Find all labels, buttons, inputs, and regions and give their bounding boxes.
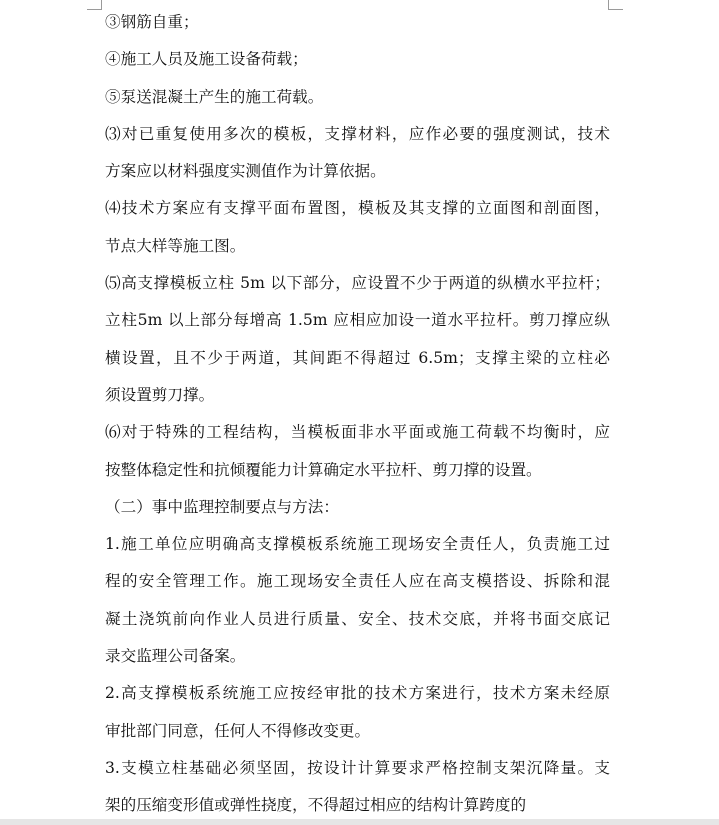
text-line: （二）事中监理控制要点与方法： <box>105 497 339 516</box>
text-line: 2.高支撑模板系统施工应按经审批的技术方案进行，技术方案未经原 <box>105 684 610 703</box>
text-line: 审批部门同意，任何人不得修改变更。 <box>105 721 371 740</box>
text-line: ⑹对于特殊的工程结构，当模板面非水平面或施工荷载不均衡时，应 <box>105 423 610 442</box>
text-line: 横设置，且不少于两道，其间距不得超过 6.5m；支撑主梁的立柱必 <box>105 348 610 367</box>
text-line: 方案应以材料强度实测值作为计算依据。 <box>105 162 386 181</box>
page-corner-mark-right <box>608 0 623 10</box>
document-body <box>105 4 610 825</box>
text-line: 须设置剪刀撑。 <box>105 385 215 404</box>
text-line: 1.施工单位应明确高支撑模板系统施工现场安全责任人，负责施工过 <box>105 535 610 554</box>
text-line: 凝土浇筑前向作业人员进行质量、安全、技术交底，并将书面交底记 <box>105 609 610 628</box>
text-line: ⑸高支撑模板立柱 5m 以下部分，应设置不少于两道的纵横水平拉杆； <box>105 274 610 293</box>
text-line: ④施工人员及施工设备荷载； <box>105 50 308 69</box>
text-line: 3.支模立柱基础必须坚固，按设计计算要求严格控制支架沉降量。支 <box>105 758 610 777</box>
page-corner-mark-left <box>87 0 102 10</box>
text-line: ⑶对已重复使用多次的模板，支撑材料，应作必要的强度测试，技术 <box>105 124 610 143</box>
text-line: 立柱5m 以上部分每增高 1.5m 应相应加设一道水平拉杆。剪刀撑应纵 <box>105 311 610 330</box>
text-line: 按整体稳定性和抗倾覆能力计算确定水平拉杆、剪刀撑的设置。 <box>105 460 542 479</box>
text-line: 架的压缩变形值或弹性挠度，不得超过相应的结构计算跨度的 <box>105 796 527 815</box>
text-line: 录交监理公司备案。 <box>105 647 246 666</box>
text-line: ③钢筋自重； <box>105 13 199 31</box>
text-line: 节点大样等施工图。 <box>105 236 246 255</box>
text-line: 程的安全管理工作。施工现场安全责任人应在高支模搭设、拆除和混 <box>105 572 610 591</box>
text-line: ⑤泵送混凝土产生的施工荷载。 <box>105 87 324 106</box>
text-line: ⑷技术方案应有支撑平面布置图，模板及其支撑的立面图和剖面图， <box>105 199 610 218</box>
